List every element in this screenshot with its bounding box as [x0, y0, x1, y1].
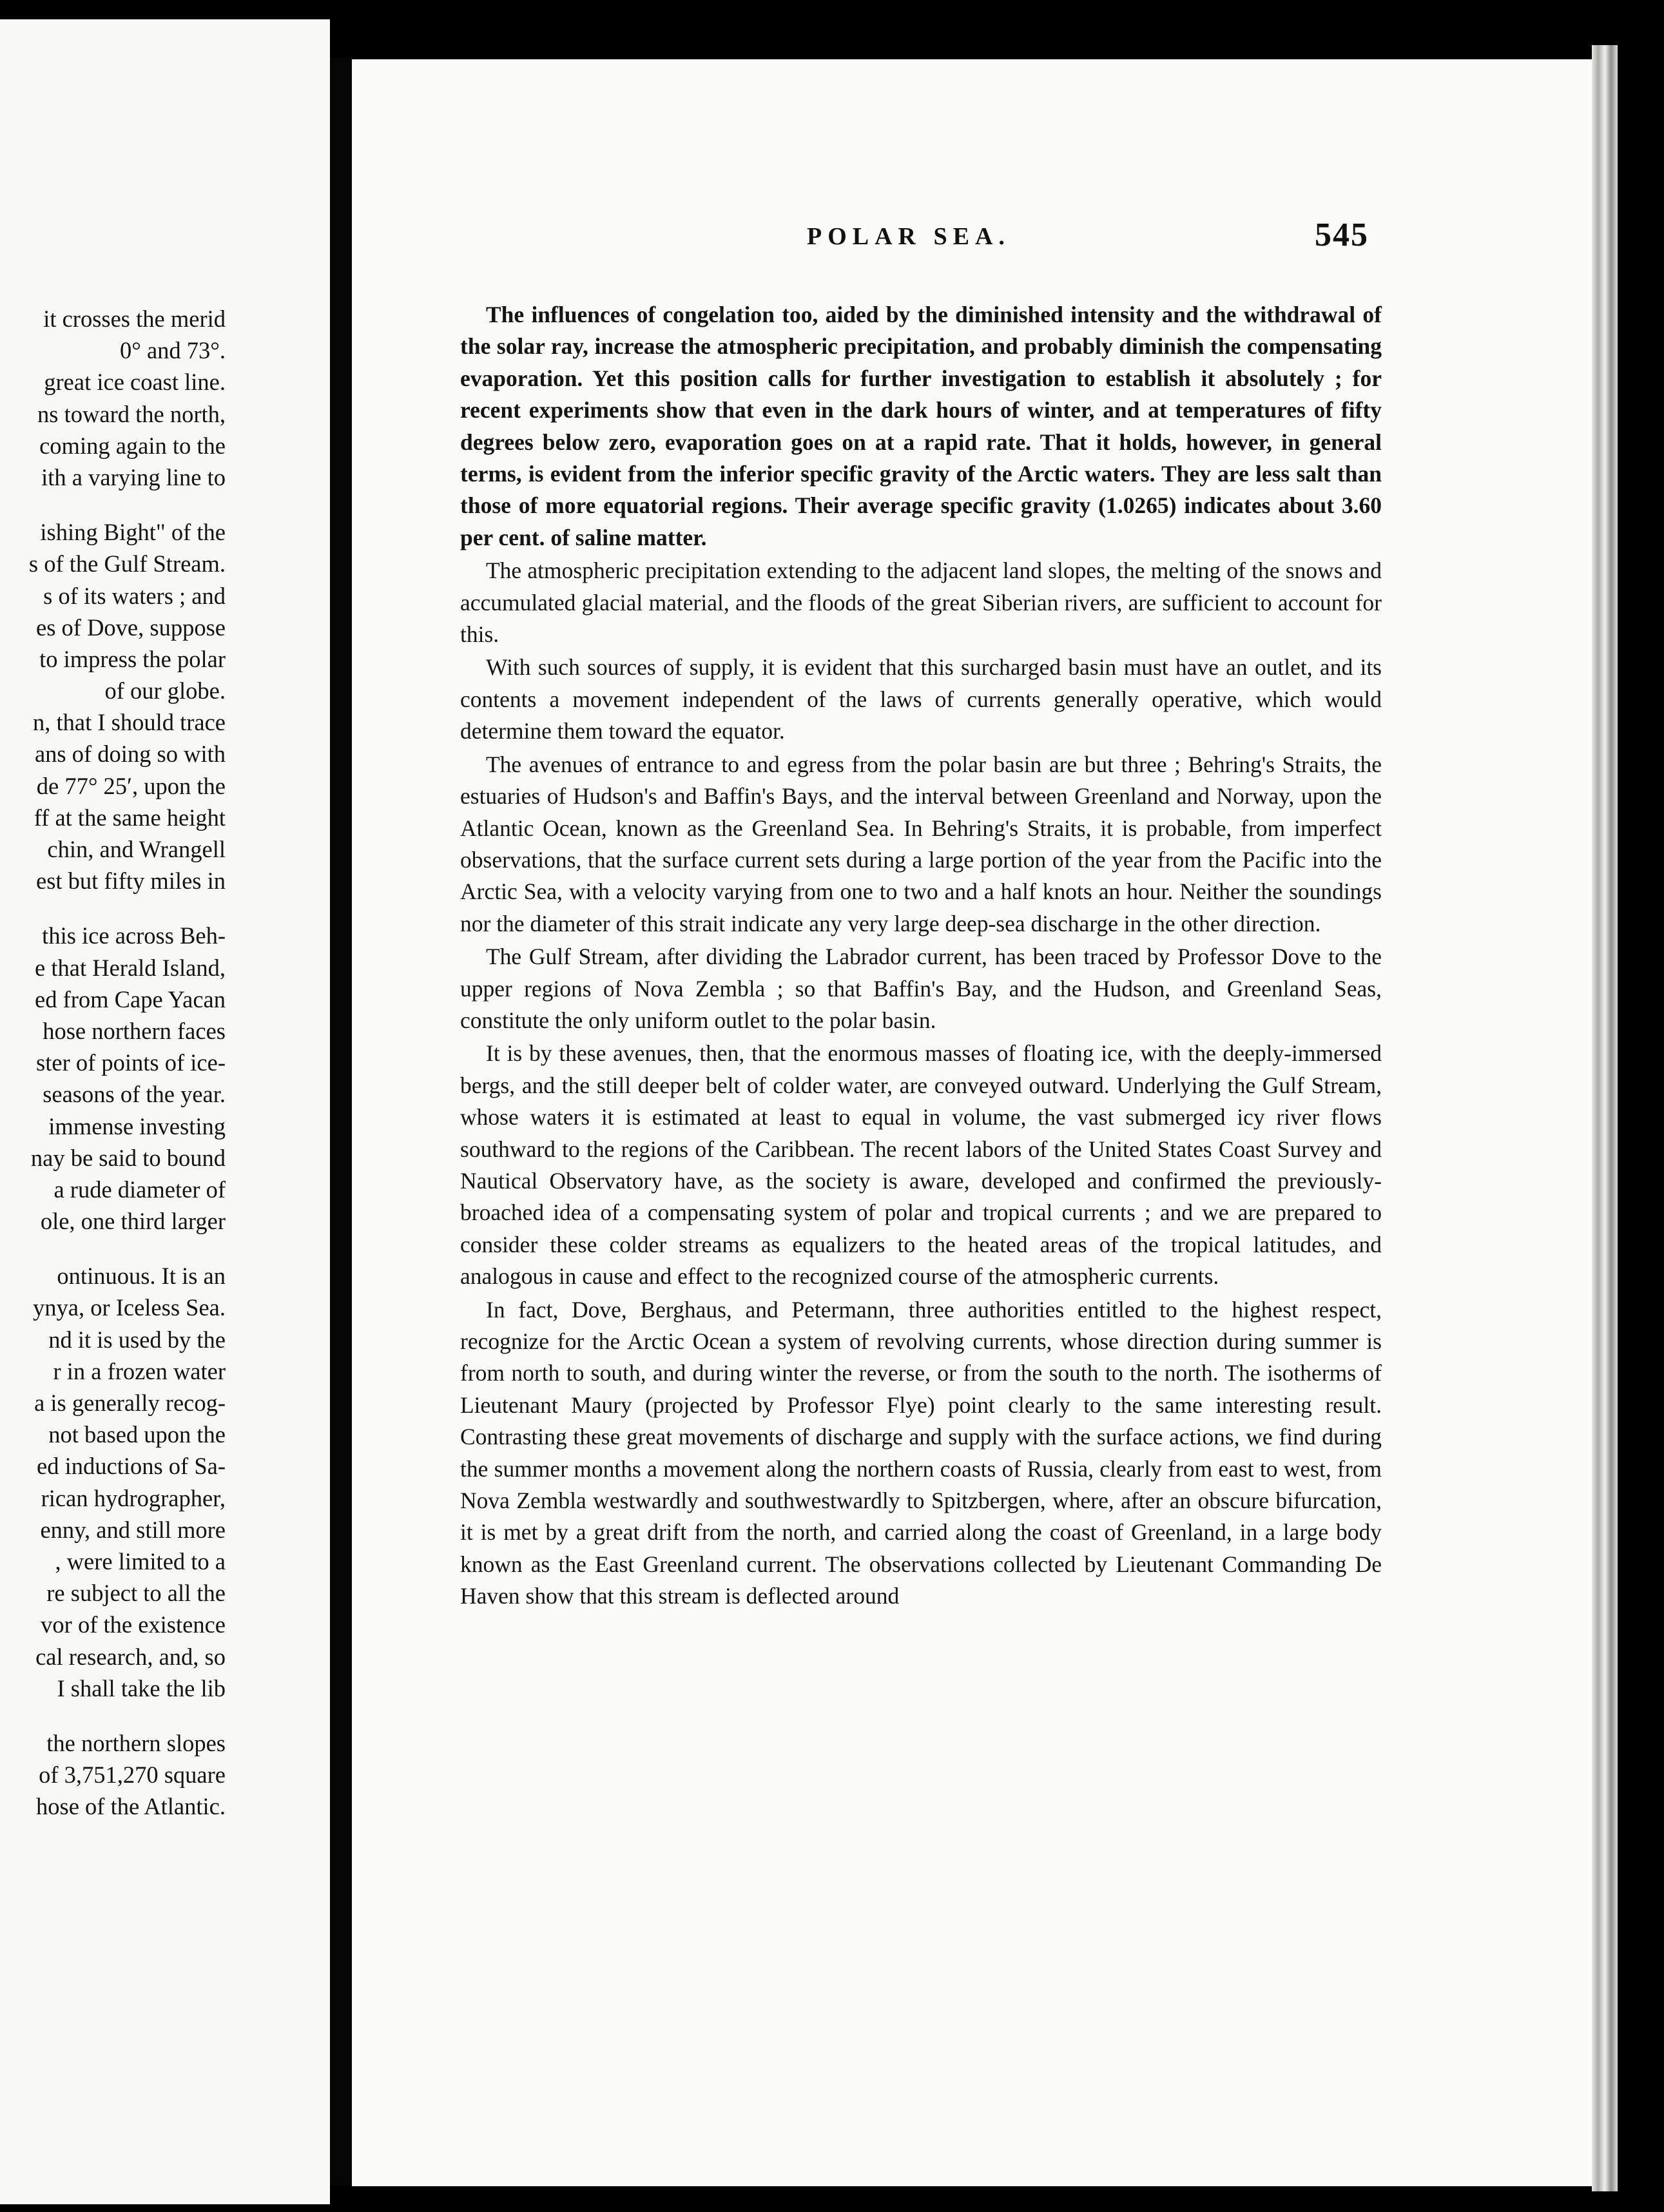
running-head: POLAR SEA. — [807, 223, 1011, 250]
facing-page-line: cal research, and, so — [35, 1643, 226, 1670]
facing-page-line: ontinuous. It is an — [57, 1263, 226, 1290]
facing-page-line — [0, 1237, 226, 1260]
facing-page-line: r in a frozen water — [53, 1357, 226, 1384]
facing-page-line: ed from Cape Yacan — [35, 985, 226, 1013]
facing-page-line: enny, and still more — [40, 1516, 226, 1543]
facing-page-line: ff at the same height — [34, 804, 226, 831]
facing-page-line: not based upon the — [48, 1421, 226, 1448]
facing-page — [0, 19, 330, 2204]
page-545 — [352, 59, 1615, 2186]
paragraph: The atmospheric precipitation extending to the adjacent land slopes, the melting of the snows and accumulated glacial material, and the floods of the great Siberian rivers, are sufficient to account for this. — [460, 558, 1382, 648]
facing-page-line: ith a varying line to — [41, 463, 226, 490]
facing-page-line: est but fifty miles in — [36, 868, 226, 895]
facing-page-line — [0, 897, 226, 920]
paragraph: In fact, Dove, Berghaus, and Petermann, three authorities entitled to the highest respect, recognize for the Arctic Ocean a system of revolving currents, whose direction during summer is from north to south, and during winter the reverse, or from the south to the north. The isotherms of Lieutenant Maury (projected by Professor Flye) point clearly to the same interesting result. Contrasting these great movements of discharge and supply with the surface actions, we find during the summer months a movement along the northern coasts of Russia, clearly from east to west, from Nova Zembla westwardly and southwestwardly to Spitzbergen, where, after an obscure bifurcation, it is met by a great drift from the north, and carried along the coast of Greenland, in a large body known as the East Greenland current. The observations collected by Lieutenant Commanding De Haven show that this stream is deflected around — [460, 1296, 1382, 1609]
facing-page-line: vor of the existence — [41, 1611, 226, 1638]
facing-page-line: seasons of the year. — [43, 1081, 226, 1108]
facing-page-line: ed inductions of Sa- — [37, 1453, 226, 1480]
facing-page-line: hose northern faces — [43, 1017, 226, 1044]
paragraph: It is by these avenues, then, that the enormous masses of floating ice, with the deeply-immersed bergs, and the still deeper belt of colder water, are conveyed outward. Underlying the Gulf Stream, whose waters it is estimated at least to equal in volume, the vast submerged icy river flows southward to the regions of the Caribbean. The recent labors of the United States Coast Survey and Nautical Observatory have, as the society is aware, developed and confirmed the previously-broached idea of a compensating system of polar and tropical currents ; and we are prepared to consider these colder streams as equalizers to the heated areas of the tropical latitudes, and analogous in cause and effect to the recognized course of the atmospheric currents. — [460, 1040, 1382, 1290]
facing-page-line: ishing Bight" of the — [40, 519, 226, 546]
facing-page-line: nd it is used by the — [48, 1326, 226, 1353]
facing-page-line: ster of points of ice- — [36, 1049, 226, 1076]
paragraph: The Gulf Stream, after dividing the Labrador current, has been traced by Professor Dove to the upper regions of Nova Zembla ; so that Baffin's Bay, and the Hudson, and Greenland Seas, constitute the only uniform outlet to the polar basin. — [460, 944, 1382, 1033]
facing-page-line: s of its waters ; and — [43, 582, 226, 609]
facing-page-line: ns toward the north, — [37, 400, 226, 427]
facing-page-line: n, that I should trace — [32, 709, 226, 736]
body-text — [460, 299, 1382, 1614]
paragraph: The influences of congelation too, aided by the diminished intensity and the withdrawal of the solar ray, increase the atmospheric precipitation, and probably diminish the compensating evaporation. Yet this position calls for further investigation to establish it absolutely ; for recent experiments show that even in the dark hours of winter, and at temperatures of fifty degrees below zero, evaporation goes on at a rapid rate. That it holds, however, in general terms, is evident from the inferior specific gravity of the Arctic waters. They are less salt than those of more equatorial regions. Their average specific gravity (1.0265) indicates about 3.60 per cent. of saline matter. — [460, 302, 1382, 550]
facing-page-line: es of Dove, suppose — [36, 614, 226, 641]
page-edges — [1592, 45, 1618, 2191]
facing-page-line: coming again to the — [39, 432, 226, 459]
facing-page-line: a rude diameter of — [53, 1176, 226, 1203]
paragraph: With such sources of supply, it is evident that this surcharged basin must have an outlet, and its contents a movement independent of the laws of currents generally operative, which would determine them toward the equator. — [460, 654, 1382, 744]
facing-page-line — [0, 1704, 226, 1727]
facing-page-line: to impress the polar — [39, 645, 226, 672]
facing-page-line: ole, one third larger — [40, 1208, 226, 1235]
facing-page-line: , were limited to a — [55, 1547, 226, 1575]
facing-page-line: s of the Gulf Stream. — [28, 550, 226, 577]
facing-page-line: immense investing — [48, 1112, 226, 1140]
facing-page-line: nay be said to bound — [30, 1144, 226, 1171]
facing-page-line: it crosses the merid — [43, 306, 226, 332]
facing-page-line: the northern slopes — [46, 1729, 226, 1756]
facing-page-line: chin, and Wrangell — [47, 836, 226, 862]
facing-page-line: re subject to all the — [46, 1580, 226, 1607]
facing-page-line — [0, 493, 226, 516]
facing-page-line: of our globe. — [104, 677, 226, 704]
page-number: 545 — [1315, 217, 1369, 253]
facing-page-line: e that Herald Island, — [35, 954, 226, 981]
facing-page-line: great ice coast line. — [44, 369, 226, 396]
facing-page-line: hose of the Atlantic. — [36, 1793, 226, 1820]
facing-page-line: ynya, or Iceless Sea. — [33, 1294, 226, 1321]
facing-page-line: ans of doing so with — [34, 741, 226, 768]
facing-page-text — [0, 303, 226, 1822]
facing-page-line: de 77° 25′, upon the — [36, 772, 226, 799]
facing-page-line: of 3,751,270 square — [39, 1761, 226, 1789]
book-gutter — [330, 58, 352, 2185]
facing-page-line: a is generally recog- — [34, 1390, 226, 1416]
facing-page-line: rican hydrographer, — [41, 1484, 226, 1511]
paragraph: The avenues of entrance to and egress from the polar basin are but three ; Behring's Straits, the estuaries of Hudson's and Baffin's Bays, and the interval between Greenland and Norway, upon the Atlantic Ocean, known as the Greenland Sea. In Behring's Straits, it is probable, from imperfect observations, that the surface current sets during a large portion of the year from the Pacific into the Arctic Sea, with a velocity varying from one to two and a half knots an hour. Neither the soundings nor the diameter of this strait indicate any very large deep-sea discharge in the other direction. — [460, 751, 1382, 936]
facing-page-line: I shall take the lib — [57, 1674, 226, 1702]
facing-page-line: this ice across Beh- — [42, 922, 226, 949]
facing-page-line: 0° and 73°. — [119, 337, 226, 364]
